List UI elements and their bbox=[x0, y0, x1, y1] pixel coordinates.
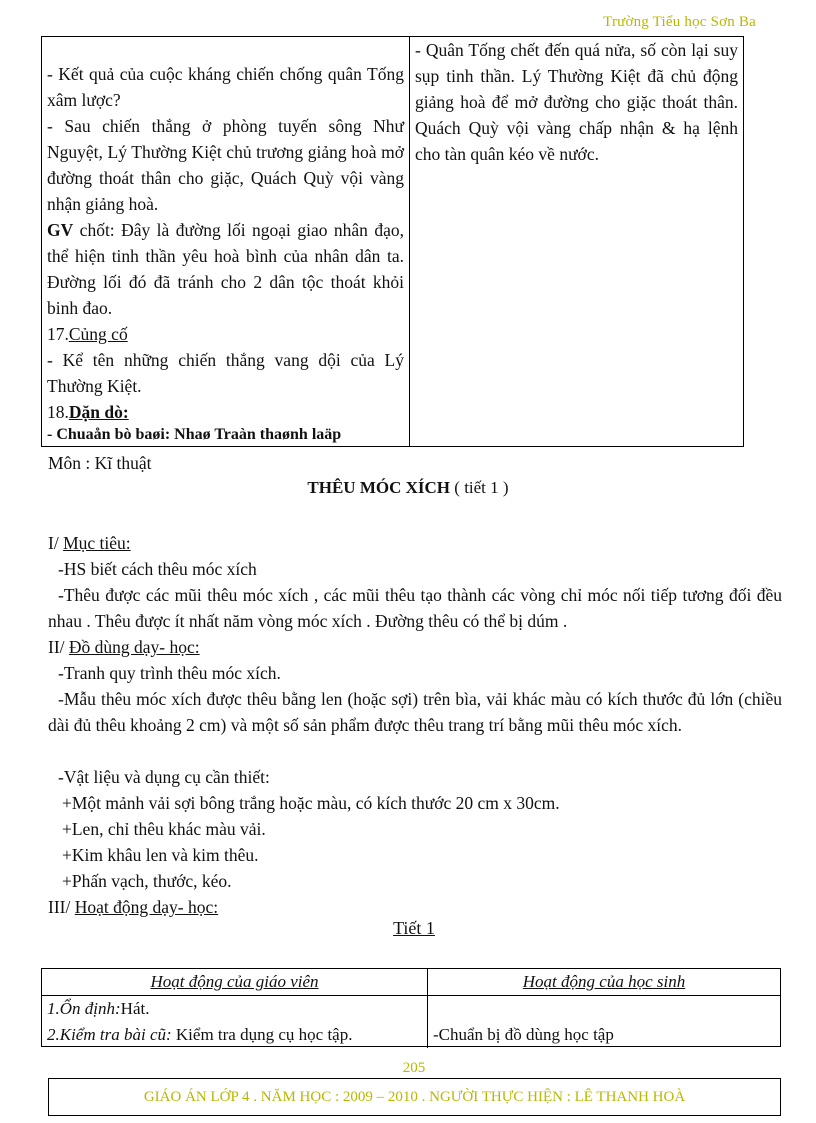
section-18-number: 18. bbox=[47, 402, 69, 422]
material-7: +Phấn vạch, thước, kéo. bbox=[62, 871, 232, 891]
question-result: - Kết quả của cuộc kháng chiến chống quân Tống xâm lược? bbox=[47, 64, 404, 110]
lesson-table-bottom bbox=[41, 968, 781, 1047]
section-17-text: - Kể tên những chiến thắng vang dội của Lý Thường Kiệt. bbox=[47, 350, 404, 396]
gv-label: GV bbox=[47, 220, 74, 240]
section-18-title: Dặn dò: bbox=[68, 402, 129, 422]
material-2 bbox=[48, 686, 782, 738]
step-1-text: Hát. bbox=[120, 999, 150, 1018]
student-answer: - Quân Tống chết đến quá nửa, số còn lại suy sụp tinh thần. Lý Thường Kiệt đã chủ động giảng hoà để mở đường cho giặc thoát thân. Quách Quỳ vội vàng chấp nhận & hạ lệnh cho tàn quân kéo về nước. bbox=[415, 40, 738, 164]
lesson-title bbox=[0, 478, 816, 498]
step-1-label: 1.Ổn định: bbox=[47, 999, 121, 1018]
objective-1: -HS biết cách thêu móc xích bbox=[58, 559, 257, 579]
materials-number: II/ bbox=[48, 637, 69, 657]
section-17-title: Củng cố bbox=[68, 324, 128, 344]
header-school-name: Trường Tiểu học Sơn Ba bbox=[603, 14, 756, 30]
step-1 bbox=[47, 996, 422, 1022]
teacher-steps bbox=[42, 996, 428, 1048]
teacher-activity-cell bbox=[42, 37, 410, 446]
section-18-heading bbox=[47, 399, 404, 425]
objective-2 bbox=[48, 582, 782, 634]
lesson-title-main: THÊU MÓC XÍCH bbox=[307, 478, 451, 497]
objectives-number: I/ bbox=[48, 533, 64, 553]
table-row bbox=[42, 996, 780, 1048]
header-teacher: Hoạt động của giáo viên bbox=[42, 969, 428, 995]
student-step-1 bbox=[433, 996, 775, 1022]
material-2-text: -Mẫu thêu móc xích được thêu bằng len (hoặc sợi) trên bìa, vải khác màu có kích thước đủ lớn (chiều dài đủ thêu khoảng 2 cm) và một số sản phẩm được thêu trang trí bằng mũi thêu móc xích. bbox=[48, 689, 782, 735]
gv-text: chốt: Đây là đường lối ngoại giao nhân đạo, thể hiện tinh thần yêu hoà bình của nhân dân ta. Đường lối đó đã tránh cho 2 dân tộc thoát khỏi binh đao. bbox=[47, 220, 404, 318]
student-steps bbox=[428, 996, 780, 1048]
activities-title: Hoạt động dạy- học: bbox=[74, 897, 219, 917]
material-6: +Kim khâu len và kim thêu. bbox=[62, 845, 259, 865]
step-2 bbox=[47, 1022, 422, 1048]
material-5: +Len, chỉ thêu khác màu vải. bbox=[62, 819, 266, 839]
student-step-2: -Chuẩn bị đồ dùng học tập bbox=[433, 1025, 614, 1044]
materials-heading bbox=[48, 634, 200, 660]
material-3: -Vật liệu và dụng cụ cần thiết: bbox=[58, 767, 270, 787]
step-2-text: Kiểm tra dụng cụ học tập. bbox=[171, 1025, 353, 1044]
gv-conclusion bbox=[47, 217, 404, 321]
table-header-row bbox=[42, 969, 780, 996]
paragraph-peace: - Sau chiến thắng ở phòng tuyến sông Như Nguyệt, Lý Thường Kiệt chủ trương giảng hoà mở đường thoát thân cho giặc, Quách Quỳ vội vàng nhận giảng hoà. bbox=[47, 116, 404, 214]
footer: GIÁO ÁN LỚP 4 . NĂM HỌC : 2009 – 2010 . NGƯỜI THỰC HIỆN : LÊ THANH HOÀ bbox=[48, 1078, 781, 1116]
student-activity-cell bbox=[410, 37, 743, 446]
step-2-label: 2.Kiểm tra bài cũ: bbox=[47, 1025, 172, 1044]
header-student: Hoạt động của học sinh bbox=[522, 972, 686, 991]
activities-number: III/ bbox=[48, 897, 75, 917]
lesson-table-top bbox=[41, 36, 744, 447]
materials-title: Đồ dùng dạy- học: bbox=[68, 637, 200, 657]
material-4: +Một mảnh vải sợi bông trắng hoặc màu, có kích thước 20 cm x 30cm. bbox=[62, 793, 560, 813]
objectives-title: Mục tiêu: bbox=[63, 533, 131, 553]
period-heading bbox=[0, 918, 816, 939]
period-label: Tiết 1 bbox=[393, 918, 435, 938]
material-1: -Tranh quy trình thêu móc xích. bbox=[58, 663, 281, 683]
page-number: 205 bbox=[402, 1060, 426, 1076]
subject-label: Môn : Kĩ thuật bbox=[48, 453, 152, 473]
section-17-heading bbox=[47, 321, 404, 347]
objectives-heading bbox=[48, 530, 131, 556]
lesson-title-sub: ( tiết 1 ) bbox=[454, 478, 509, 497]
section-17-number: 17. bbox=[47, 324, 69, 344]
section-18-text: - Chuaån bò baøi: Nhaø Traàn thaønh laäp bbox=[47, 426, 342, 443]
objective-2-text: -Thêu được các mũi thêu móc xích , các mũi thêu tạo thành các vòng chỉ móc nối tiếp tương đối đều nhau . Thêu được ít nhất năm vòng móc xích . Đường thêu có thể bị dúm . bbox=[48, 585, 782, 631]
activities-heading bbox=[48, 894, 218, 920]
